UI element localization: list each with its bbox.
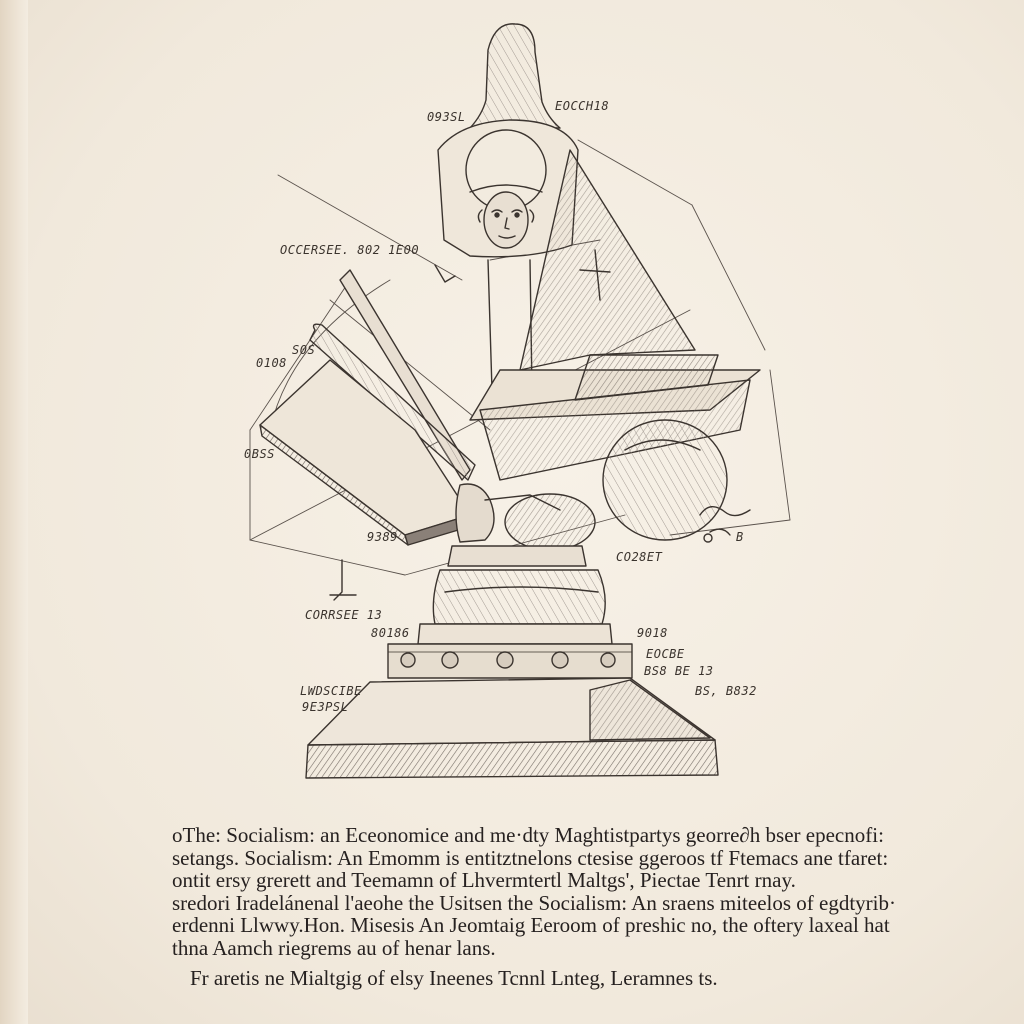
sketch-label: 0BSS: [244, 447, 275, 461]
sketch-label: BS, B832: [695, 684, 757, 698]
sketch-label: OCCERSEE. 802 1E00: [280, 243, 420, 257]
caption-line: setangs. Socialism: An Emomm is entitztnelons ctesise ggeroos tf Ftemacs ane tfaret:: [172, 845, 889, 870]
sketch-label: 093SL: [427, 110, 466, 124]
machine-sketch-illustration: [230, 10, 810, 790]
caption-line: sredori Iradelánenal l'aeohe the Usitsen the Socialism: An sraens miteelos of egdtyrib·: [172, 890, 896, 915]
caption-paragraph: [172, 824, 932, 990]
caption-final-line: Fr aretis ne Mialtgig of elsy Ineenes Tcnnl Lnteg, Leramnes ts.: [190, 966, 718, 990]
sketch-label: 9018: [637, 626, 668, 640]
sketch-label: 9389: [367, 530, 398, 544]
sketch-label: EOCCH18: [555, 99, 610, 113]
sketch-label: 9E3PSL: [302, 700, 349, 714]
sketch-label: B: [736, 530, 744, 544]
sketch-label: 0108: [256, 356, 287, 370]
page-gutter: [0, 0, 28, 1024]
sketch-label: LWDSCIBE: [300, 684, 362, 698]
sketch-label: CO28ET: [616, 550, 663, 564]
caption-line: thna Aamch riegrems au of henar lans.: [172, 935, 496, 960]
sketch-label: BS8 BE 13: [644, 664, 714, 678]
caption-line: erdenni Llwwy.Hon. Misesis An Jeomtaig Eeroom of preshic no, the oftery laxeal hat: [172, 913, 890, 937]
sketch-label: EOCBE: [646, 647, 685, 661]
sketch-label: S0S: [292, 343, 316, 357]
caption-line: oThe: Socialism: an Eceonomice and me·dty Maghtistpartys georre∂h bser epecnofi:: [172, 823, 884, 847]
sketch-label: CORRSEE 13: [305, 608, 383, 622]
sketch-drawing: [230, 10, 810, 790]
sketch-label: 80186: [371, 626, 410, 640]
caption-line: ontit ersy grerett and Teemamn of Lhvermtertl Maltgs', Piectae Tenrt rnay.: [172, 868, 796, 892]
